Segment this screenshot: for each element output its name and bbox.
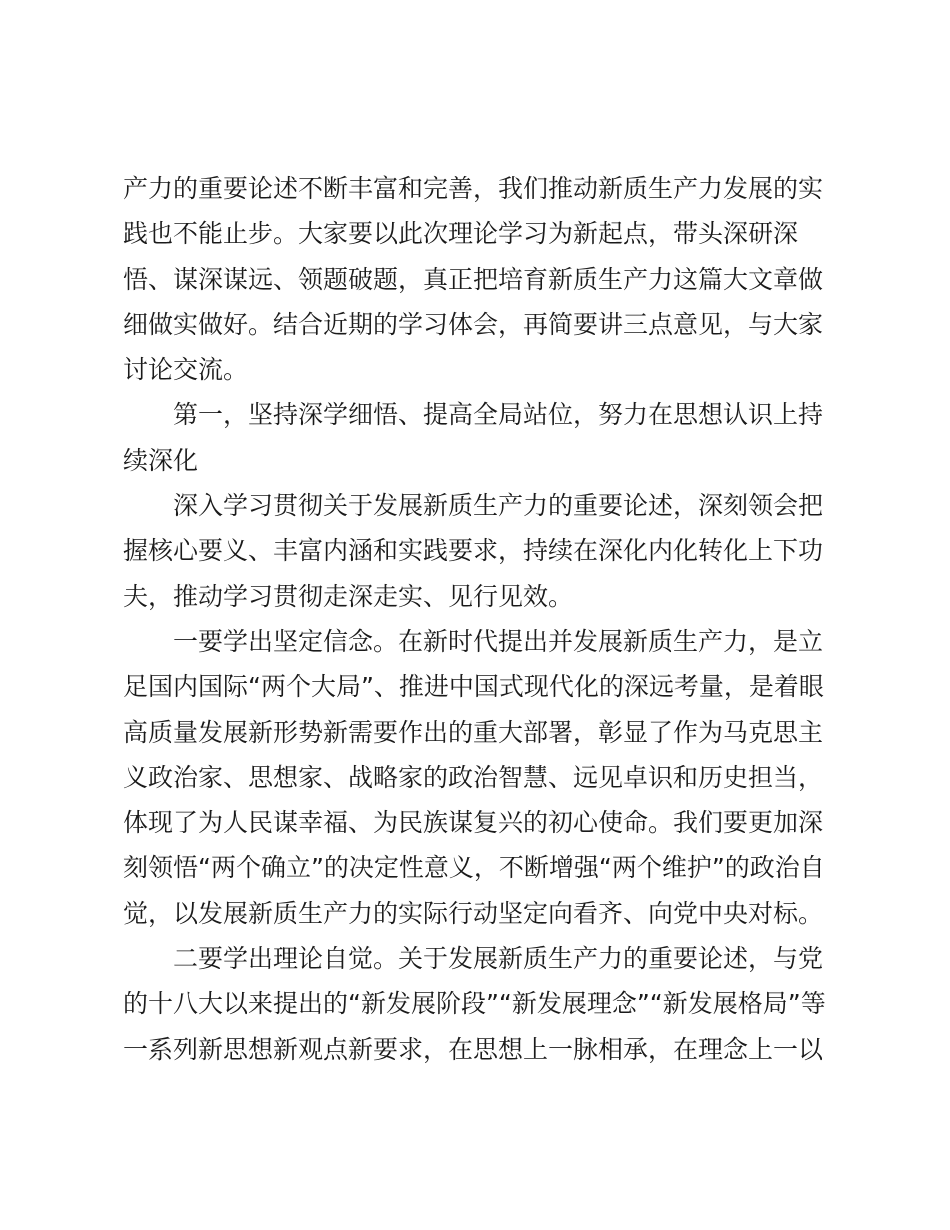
text-line: 的十八大以来提出的“新发展阶段”“新发展理念”“新发展格局”等: [123, 989, 826, 1019]
text-line: 握核心要义、丰富内涵和实践要求，持续在深化内化转化上下功: [123, 536, 824, 566]
text-line: 二要学出理论自觉。关于发展新质生产力的重要论述，与党: [173, 944, 824, 974]
text-line: 义政治家、思想家、战略家的政治智慧、远见卓识和历史担当，: [123, 762, 824, 792]
text-line: 深入学习贯彻关于发展新质生产力的重要论述，深刻领会把: [173, 491, 824, 521]
text-line: 足国内国际“两个大局”、推进中国式现代化的深远考量，是着眼: [123, 672, 824, 702]
text-line: 悟、谋深谋远、领题破题，真正把培育新质生产力这篇大文章做: [123, 264, 824, 294]
text-line: 讨论交流。: [123, 355, 249, 385]
text-line: 一要学出坚定信念。在新时代提出并发展新质生产力，是立: [173, 626, 824, 656]
text-line: 刻领悟“两个确立”的决定性意义，不断增强“两个维护”的政治自: [123, 853, 825, 883]
text-line: 产力的重要论述不断丰富和完善，我们推动新质生产力发展的实: [123, 174, 824, 203]
text-line: 高质量发展新形势新需要作出的重大部署，彰显了作为马克思主: [123, 717, 824, 747]
text-line: 体现了为人民谋幸福、为民族谋复兴的初心使命。我们要更加深: [123, 808, 824, 838]
text-line: 细做实做好。结合近期的学习体会，再简要讲三点意见，与大家: [123, 309, 824, 339]
text-line: 一系列新思想新观点新要求，在思想上一脉相承，在理念上一以: [123, 1034, 824, 1064]
text-line: 夫，推动学习贯彻走深走实、见行见效。: [123, 581, 574, 611]
section-heading-line: 续深化: [123, 445, 199, 475]
section-heading-line: 第一，坚持深学细悟、提高全局站位，努力在思想认识上持: [173, 400, 824, 430]
text-line: 践也不能止步。大家要以此次理论学习为新起点，带头深研深: [123, 219, 799, 249]
text-line: 觉，以发展新质生产力的实际行动坚定向看齐、向党中央对标。: [123, 898, 824, 928]
body-text: [123, 166, 833, 1072]
